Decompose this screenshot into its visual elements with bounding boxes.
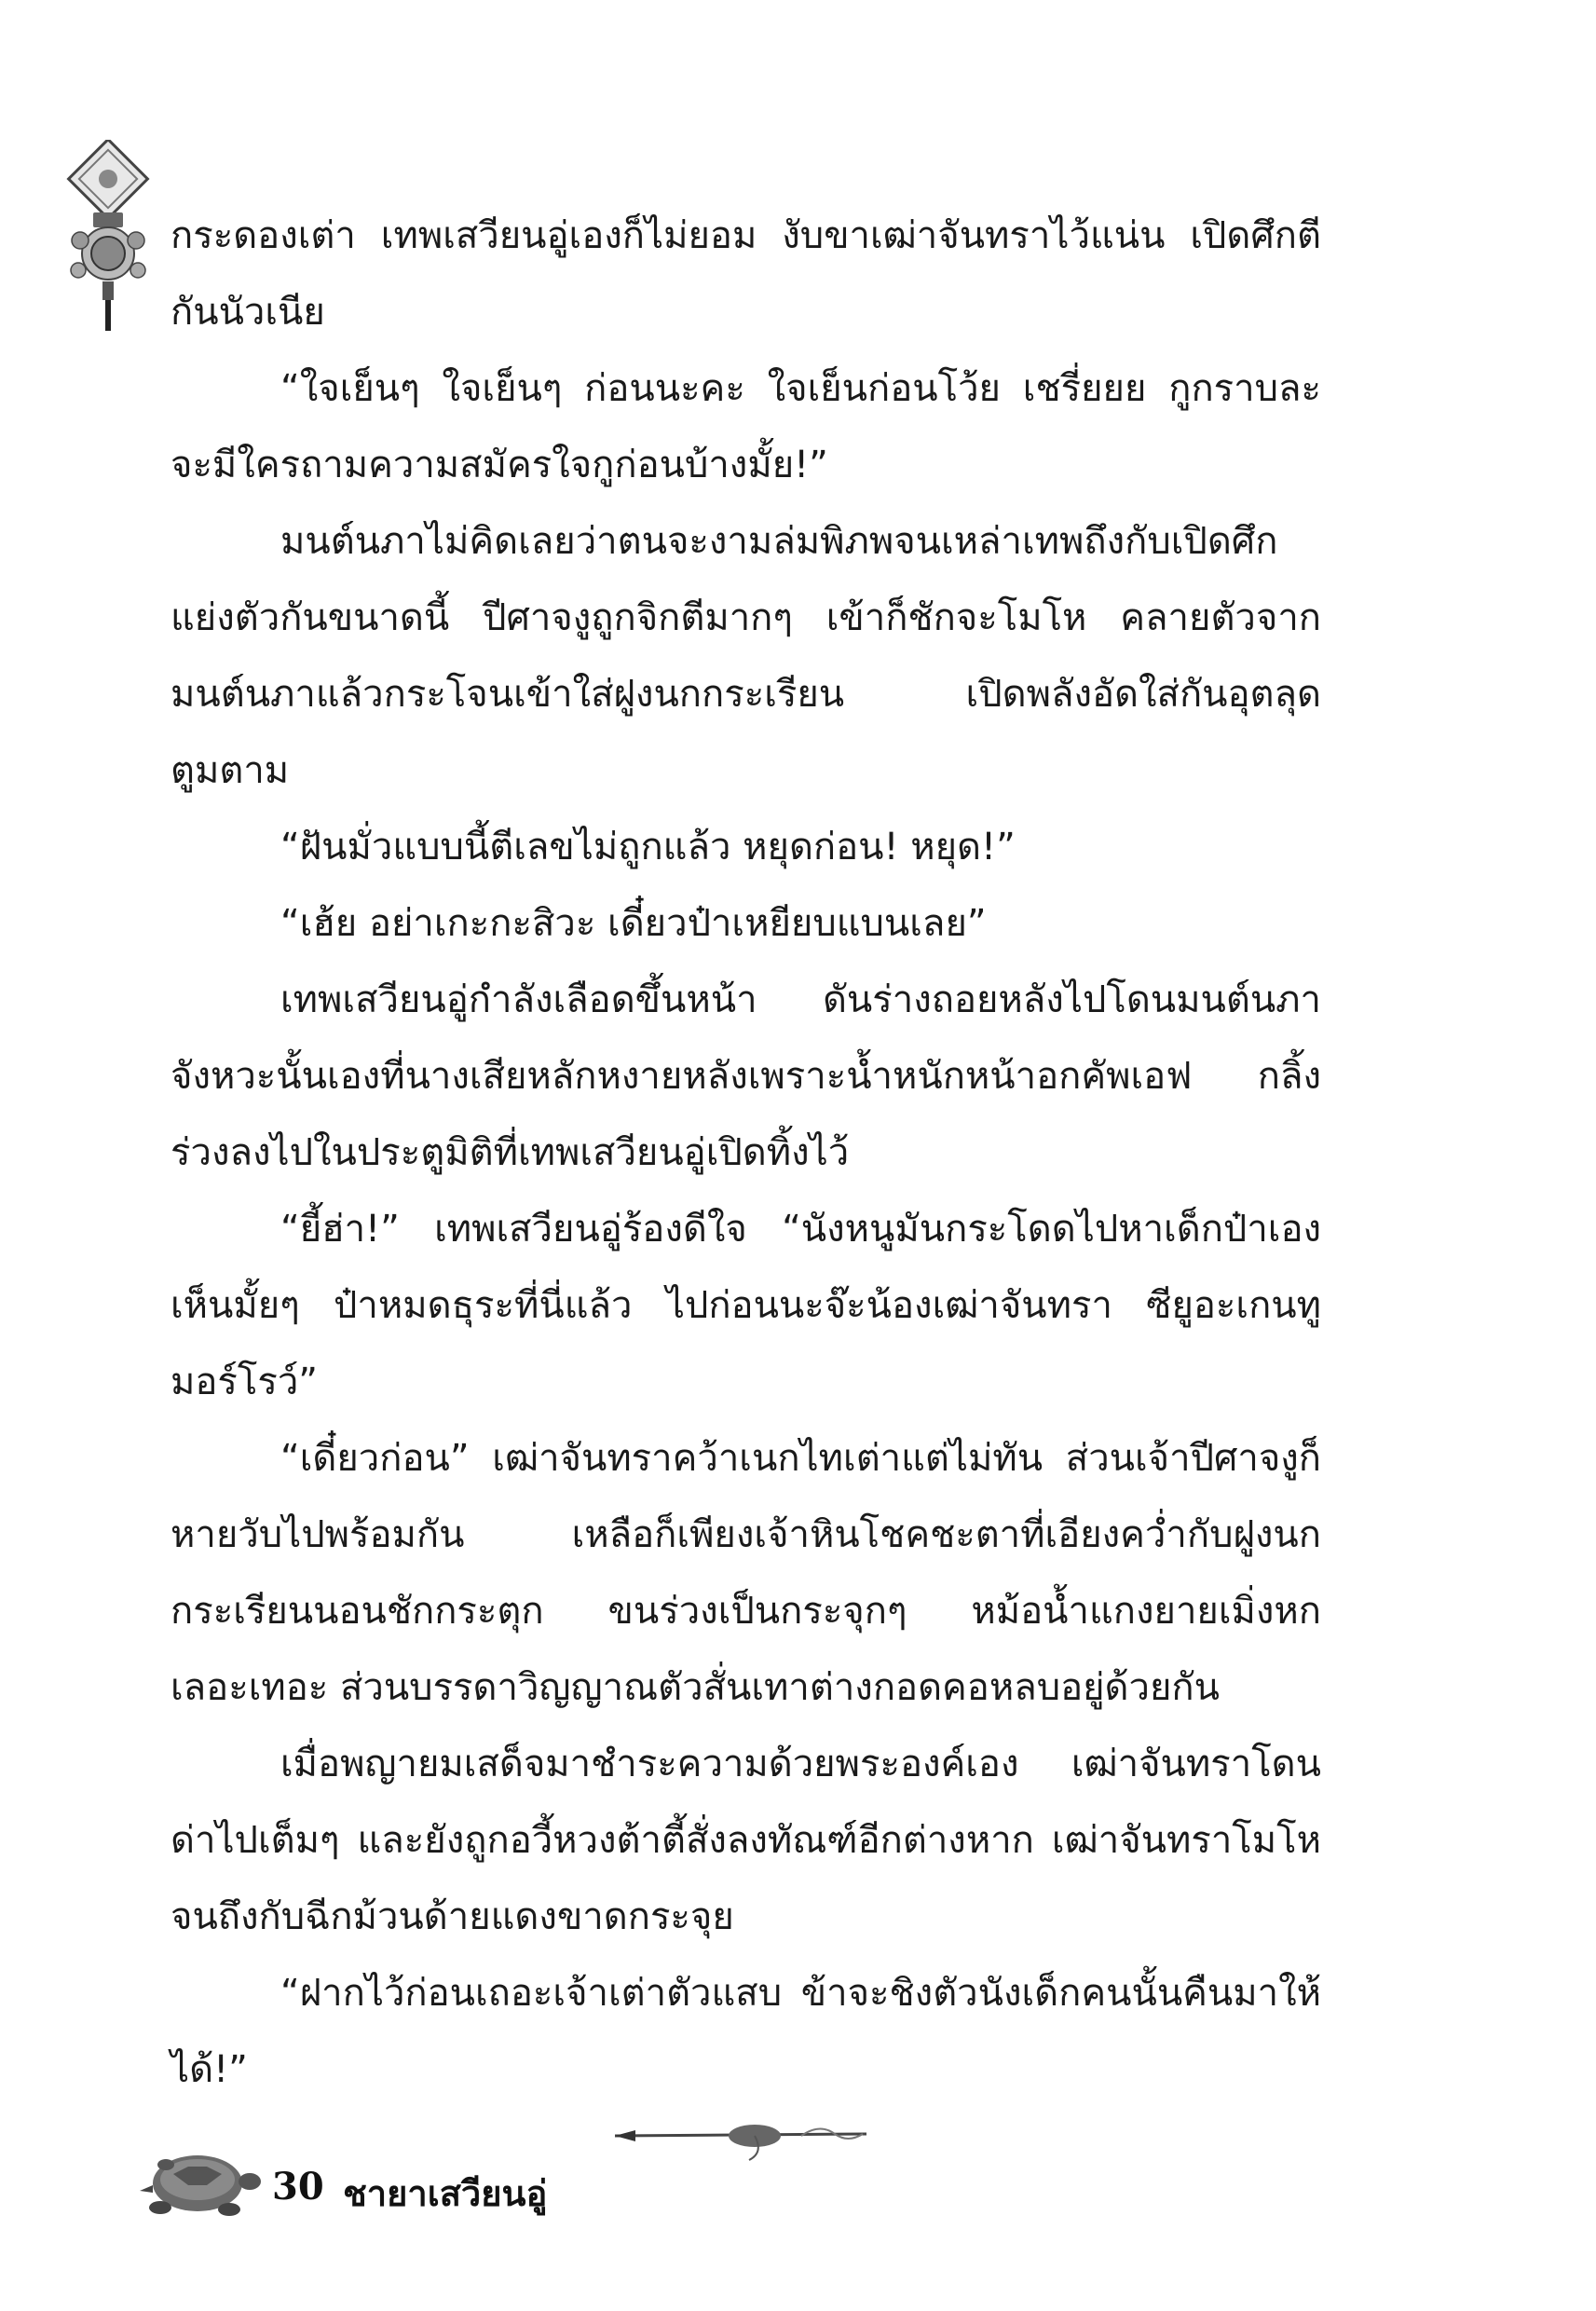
turtle-icon bbox=[140, 2127, 261, 2225]
paragraph: “ฝากไว้ก่อนเถอะเจ้าเต่าตัวแสบ ข้าจะชิงตัวนังเด็กคนนั้นคืนมาให้ได้!” bbox=[171, 1972, 1321, 2091]
book-title: ชายาเสวียนอู่ bbox=[343, 2173, 548, 2214]
body-text bbox=[171, 198, 1321, 2108]
paragraph: มนต์นภาไม่คิดเลยว่าตนจะงามล่มพิภพจนเหล่าเทพถึงกับเปิดศึกแย่งตัวกันขนาดนี้ ปีศาจงูถูกจิกตีมากๆ เข้าก็ชักจะโมโห คลายตัวจากมนต์นภาแล้วกระโจนเข้าใส่ฝูงนกกระเรียน เปิดพลังอัดใส่กันอุตลุดตูมตาม bbox=[171, 520, 1321, 792]
paragraph: เมื่อพญายมเสด็จมาชำระความด้วยพระองค์เอง เฒ่าจันทราโดนด่าไปเต็มๆ และยังถูกอวี้หวงต้าตี้สั่งลงทัณฑ์อีกต่างหาก เฒ่าจันทราโมโหจนถึงกับฉีกม้วนด้ายแดงขาดกระจุย bbox=[171, 1743, 1321, 1938]
paragraph: “ยี้ฮ่า!” เทพเสวียนอู่ร้องดีใจ “นังหนูมันกระโดดไปหาเด็กป๋าเองเห็นมั้ยๆ ป๋าหมดธุระที่นี่แล้ว ไปก่อนนะจ๊ะน้องเฒ่าจันทรา ซียูอะเกนทูมอร์โรว์” bbox=[171, 1208, 1321, 1403]
paragraph: “ฝันมั่วแบบนี้ตีเลขไม่ถูกแล้ว หยุดก่อน! หยุด!” bbox=[280, 826, 1016, 868]
paragraph: “เดี๋ยวก่อน” เฒ่าจันทราคว้าเนกไทเต่าแต่ไม่ทัน ส่วนเจ้าปีศาจงูก็หายวับไปพร้อมกัน เหลือก็เพียงเจ้าหินโชคชะตาที่เอียงคว่ำกับฝูงนกกระเรียนนอนชักกระตุก ขนร่วงเป็นกระจุกๆ หม้อน้ำแกงยายเมิ่งหกเลอะเทอะ ส่วนบรรดาวิญญาณตัวสั่นเทาต่างกอดคอหลบอยู่ด้วยกัน bbox=[171, 1437, 1321, 1709]
chinese-knot-ornament-icon bbox=[58, 140, 158, 335]
paragraph: กระดองเต่า เทพเสวียนอู่เองก็ไม่ยอม งับขาเฒ่าจันทราไว้แน่น เปิดศึกตีกันนัวเนีย bbox=[171, 214, 1321, 334]
paragraph: “ใจเย็นๆ ใจเย็นๆ ก่อนนะคะ ใจเย็นก่อนโว้ย เชรี่ยยย กูกราบละ จะมีใครถามความสมัครใจกูก่อนบ้างมั้ย!” bbox=[171, 367, 1321, 486]
paragraph: เทพเสวียนอู่กำลังเลือดขึ้นหน้า ดันร่างถอยหลังไปโดนมนต์นภาจังหวะนั้นเองที่นางเสียหลักหงายหลังเพราะน้ำหนักหน้าอกคัพเอฟ กลิ้งร่วงลงไปในประตูมิติที่เทพเสวียนอู่เปิดทิ้งไว้ bbox=[171, 978, 1321, 1174]
paragraph: “เฮ้ย อย่าเกะกะสิวะ เดี๋ยวป๋าเหยียบแบนเลย” bbox=[280, 902, 987, 945]
page-number: 30 bbox=[272, 2165, 324, 2208]
page-footer bbox=[140, 2127, 699, 2230]
